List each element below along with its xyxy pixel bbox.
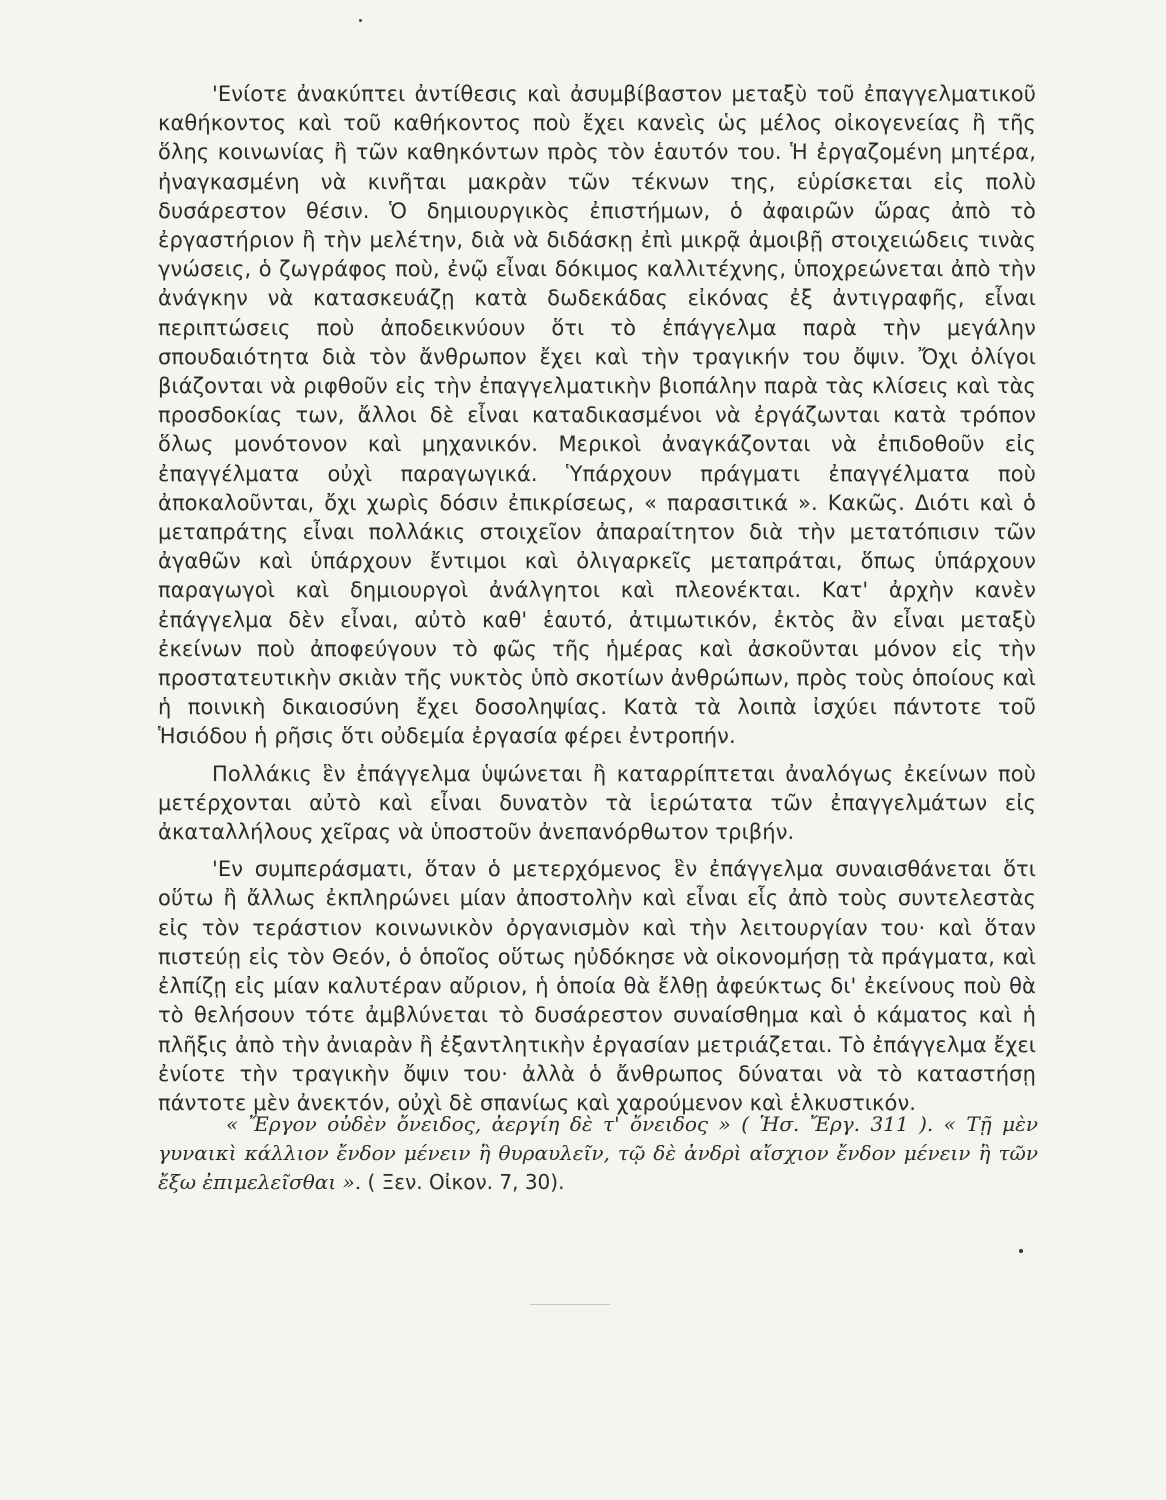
paragraph-2: Πολλάκις ἓν ἐπάγγελμα ὑψώνεται ἢ καταρρίπτεται ἀναλόγως ἐκείνων ποὺ μετέρχονται αὐτὸ καὶ εἶναι δυνατὸν τὰ ἱερώτατα τῶν ἐπαγγελμάτων εἰς ἀκαταλλήλους χεῖρας νὰ ὑποστοῦν ἀνεπανόρθωτον τριβήν.: [158, 761, 1036, 845]
bleed-through-underline: [530, 1304, 610, 1305]
quote-citation: ( Ξεν. Οἰκον. 7, 30).: [361, 1170, 565, 1194]
speck-mark: [1019, 1249, 1023, 1253]
speck-mark: [359, 19, 362, 22]
paragraph-1: 'Ενίοτε ἀνακύπτει ἀντίθεσις καὶ ἀσυμβίβαστον μεταξὺ τοῦ ἐπαγγελματικοῦ καθήκοντος καὶ τοῦ καθήκοντος ποὺ ἔχει κανεὶς ὡς μέλος οἰκογενείας ἢ τῆς ὅλης κοινωνίας ἢ τῶν καθηκόντων πρὸς τὸν ἑαυτόν του. Ἡ ἐργαζομένη μητέρα, ἠναγκασμένη νὰ κινῆται μακρὰν τῶν τέκνων της, εὑρίσκεται εἰς πολὺ δυσάρεστον θέσιν. Ὁ δημιουργικὸς ἐπιστήμων, ὁ ἀφαιρῶν ὥρας ἀπὸ τὸ ἐργαστήριον ἢ τὴν μελέτην, διὰ νὰ διδάσκῃ ἐπὶ μικρᾷ ἀμοιβῇ στοιχειώδεις τινὰς γνώσεις, ὁ ζωγράφος ποὺ, ἐνῷ εἶναι δόκιμος καλλιτέχνης, ὑποχρεώνεται ἀπὸ τὴν ἀνάγκην νὰ κατασκευάζῃ κατὰ δωδεκάδας εἰκόνας ἐξ ἀντιγραφῆς, εἶναι περιπτώσεις ποὺ ἀποδεικνύουν ὅτι τὸ ἐπάγγελμα παρὰ τὴν μεγάλην σπουδαιότητα διὰ τὸν ἄνθρωπον ἔχει καὶ τὴν τραγικήν του ὄψιν. Ὄχι ὀλίγοι βιάζονται νὰ ριφθοῦν εἰς τὴν ἐπαγγελματικὴν βιοπάλην παρὰ τὰς κλίσεις καὶ τὰς προσδοκίας των, ἄλλοι δὲ εἶναι καταδικασμένοι νὰ ἐργάζωνται κατὰ τρόπον ὅλως μονότονον καὶ μηχανικόν. Μερικοὶ ἀναγκάζονται νὰ ἐπιδοθοῦν εἰς ἐπαγγέλματα οὐχὶ παραγωγικά. Ὑπάρχουν πράγματι ἐπαγγέλματα ποὺ ἀποκαλοῦνται, ὄχι χωρὶς δόσιν ἐπικρίσεως, « παρασιτικά ». Κακῶς. Διότι καὶ ὁ μεταπράτης εἶναι πολλάκις στοιχεῖον ἀπαραίτητον διὰ τὴν μετατόπισιν τῶν ἀγαθῶν καὶ ὑπάρχουν ἔντιμοι καὶ ὀλιγαρκεῖς μεταπράται, ὅπως ὑπάρχουν παραγωγοὶ καὶ δημιουργοὶ ἀνάλγητοι καὶ πλεονέκται. Κατ' ἀρχὴν κανὲν ἐπάγγελμα δὲν εἶναι, αὐτὸ καθ' ἑαυτό, ἀτιμωτικόν, ἐκτὸς ἂν εἶναι μεταξὺ ἐκείνων ποὺ ἀποφεύγουν τὸ φῶς τῆς ἡμέρας καὶ ἀσκοῦνται μόνον εἰς τὴν προστατευτικὴν σκιὰν τῆς νυκτὸς ὑπὸ σκοτίων ἀνθρώπων, πρὸς τοὺς ὁποίους καὶ ἡ ποινικὴ δικαιοσύνη ἔχει δοσοληψίας. Κατὰ τὰ λοιπὰ ἰσχύει πάντοτε τοῦ Ἡσιόδου ἡ ρῆσις ὅτι οὐδεμία ἐργασία φέρει ἐντροπήν.: [158, 82, 1036, 749]
paragraph-3: 'Εν συμπεράσματι, ὅταν ὁ μετερχόμενος ἓν ἐπάγγελμα συναισθάνεται ὅτι οὕτω ἢ ἄλλως ἐκπληρώνει μίαν ἀποστολὴν καὶ εἶναι εἷς ἀπὸ τοὺς συντελεστὰς εἰς τὸν τεράστιον κοινωνικὸν ὀργανισμὸν καὶ τὴν λειτουργίαν του· καὶ ὅταν πιστεύῃ εἰς τὸν Θεόν, ὁ ὁποῖος οὕτως ηὐδόκησε νὰ οἰκονομήσῃ τὰ πράγματα, καὶ ἐλπίζῃ εἰς μίαν καλυτέραν αὔριον, ἡ ὁποία θὰ ἔλθῃ ἀφεύκτως δι' ἐκείνους ποὺ θὰ τὸ θελήσουν τότε ἀμβλύνεται τὸ δυσάρεστον συναίσθημα καὶ ὁ κάματος καὶ ἡ πλῆξις ἀπὸ τὴν ἀνιαρὰν ἢ ἐξαντλητικὴν ἐργασίαν μετριάζεται. Τὸ ἐπάγγελμα ἔχει ἐνίοτε τὴν τραγικὴν ὄψιν του· ἀλλὰ ὁ ἄνθρωπος δύναται νὰ τὸ καταστήσῃ πάντοτε μὲν ἀνεκτόν, οὐχὶ δὲ σπανίως καὶ χαρούμενον καὶ ἑλκυστικόν.: [158, 857, 1036, 1115]
quote-text: « Ἔργον οὐδὲν ὄνειδος, ἀεργίη δὲ τ' ὄνειδος » ( Ἡσ. Ἔργ. 311 ). « Τῇ μὲν γυναικὶ κάλλιον ἔνδον μένειν ἢ θυραυλεῖν, τῷ δὲ ἀνδρὶ αἴσχιον ἔνδον μένειν ἢ τῶν ἔξω ἐπιμελεῖσθαι ».: [158, 1112, 1038, 1194]
classical-quote: [158, 1110, 1038, 1197]
body-text: [158, 80, 1036, 1118]
